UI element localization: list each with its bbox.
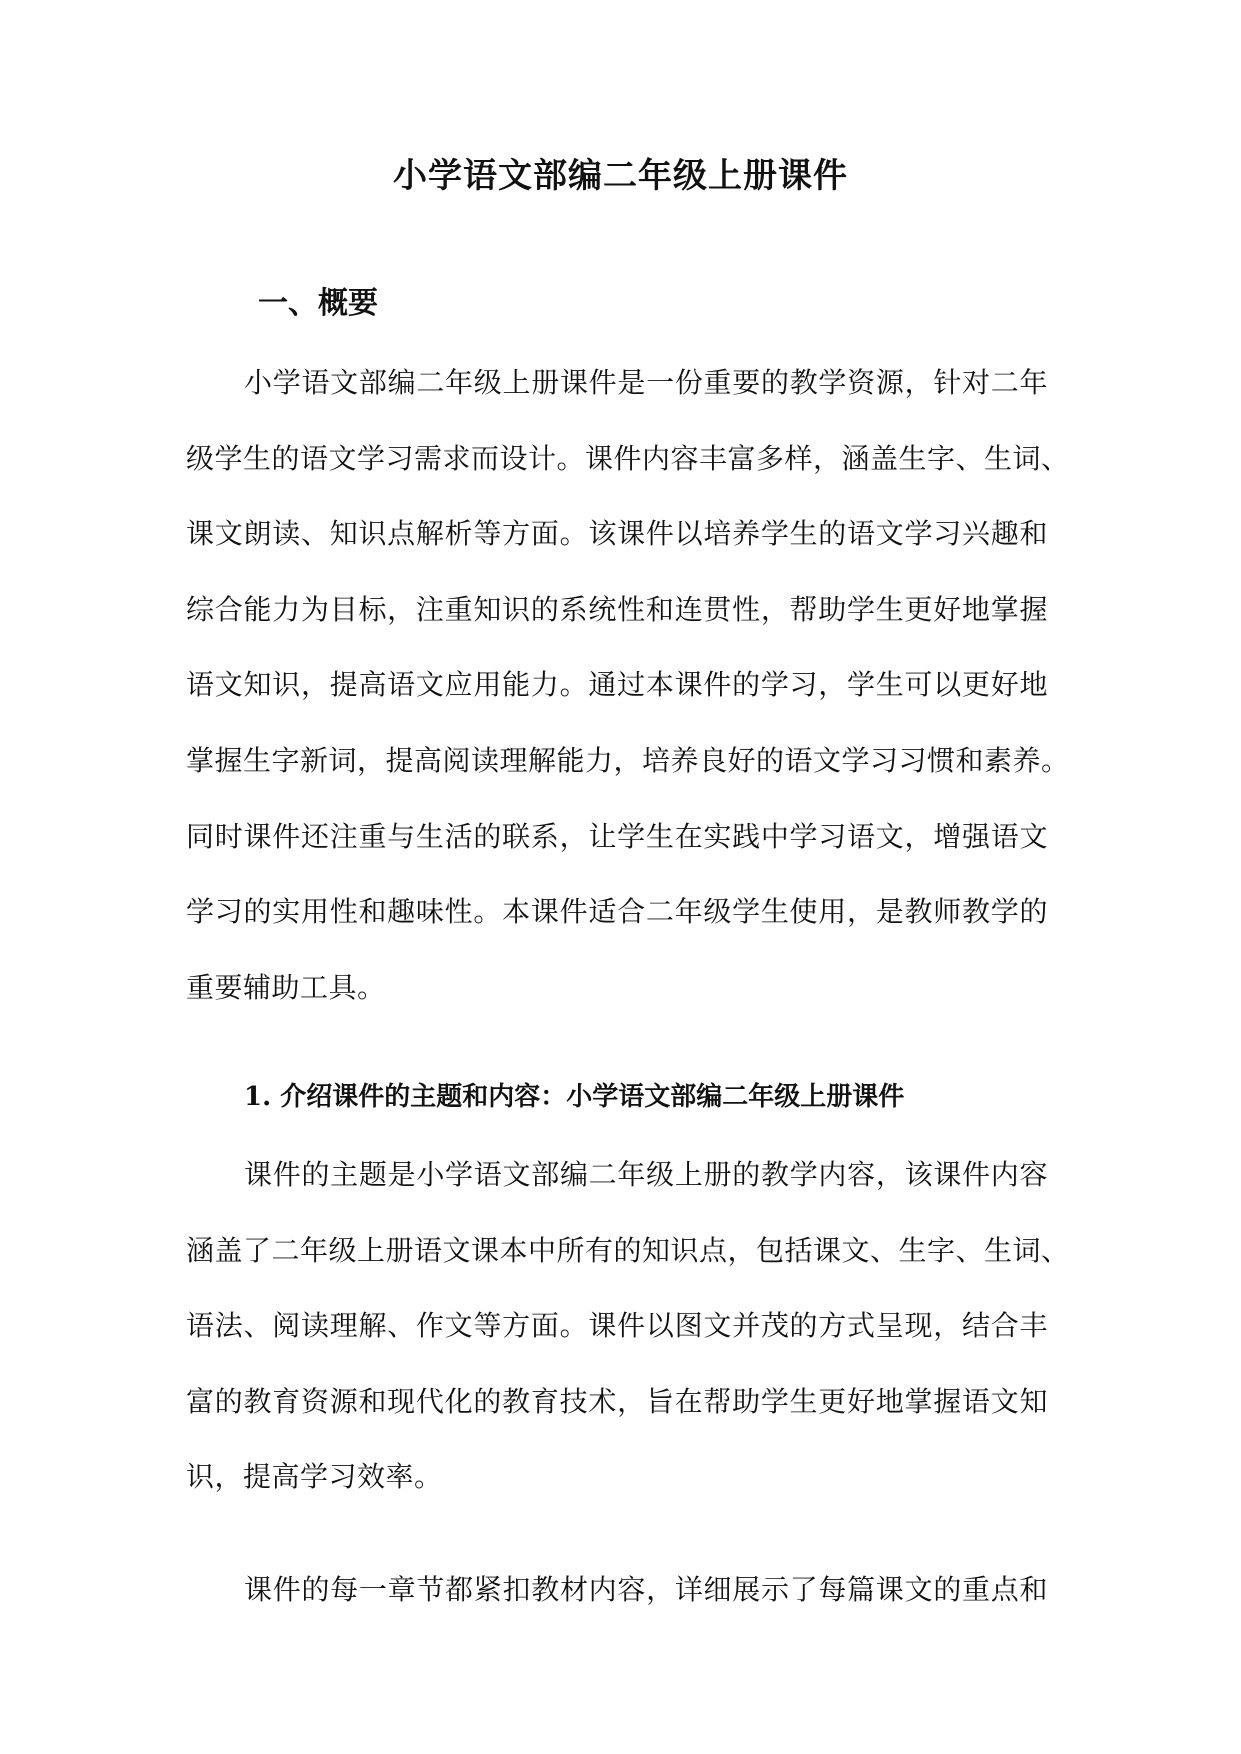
paragraph-line: 综合能力为目标，注重知识的系统性和连贯性，帮助学生更好地掌握 [186,592,1048,626]
paragraph-line: 涵盖了二年级上册语文课本中所有的知识点，包括课文、生字、生词、 [186,1233,1070,1267]
subheading-theme: 1. 介绍课件的主题和内容：小学语文部编二年级上册课件 [244,1082,905,1112]
document-title: 小学语文部编二年级上册课件 [393,156,848,196]
paragraph-line: 识，提高学习效率。 [186,1460,443,1494]
paragraph-line: 课件的主题是小学语文部编二年级上册的教学内容，该课件内容 [244,1158,1048,1191]
section-heading-overview: 一、概要 [258,286,378,321]
paragraph-line: 富的教育资源和现代化的教育技术，旨在帮助学生更好地掌握语文知 [186,1384,1048,1418]
overview-paragraph [186,345,1070,1025]
paragraph-line: 级学生的语文学习需求而设计。课件内容丰富多样，涵盖生字、生词、 [186,441,1070,475]
paragraph-line: 课文朗读、知识点解析等方面。该课件以培养学生的语文学习兴趣和 [186,517,1048,551]
paragraph-line: 学习的实用性和趣味性。本课件适合二年级学生使用，是教师教学的 [186,895,1048,929]
theme-paragraph [186,1137,1070,1515]
paragraph-line: 同时课件还注重与生活的联系，让学生在实践中学习语文，增强语文 [186,819,1048,853]
paragraph-line: 语法、阅读理解、作文等方面。课件以图文并茂的方式呈现，结合丰 [186,1309,1048,1343]
paragraph-line: 课件的每一章节都紧扣教材内容，详细展示了每篇课文的重点和 [244,1573,1048,1606]
paragraph-line: 语文知识，提高语文应用能力。通过本课件的学习，学生可以更好地 [186,668,1048,702]
paragraph-line: 重要辅助工具。 [186,970,386,1004]
paragraph-line: 掌握生字新词，提高阅读理解能力，培养良好的语文学习习惯和素养。 [186,743,1070,777]
chapter-paragraph [186,1552,1048,1628]
paragraph-line: 小学语文部编二年级上册课件是一份重要的教学资源，针对二年 [244,366,1048,399]
